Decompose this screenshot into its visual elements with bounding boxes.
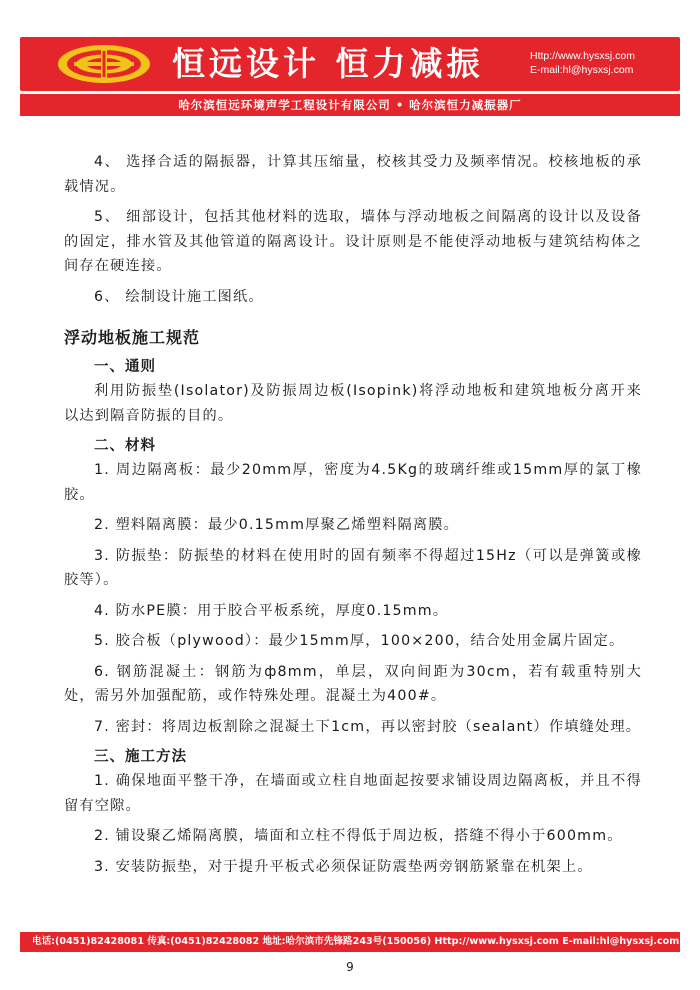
method-item-1: 1. 确保地面平整干净，在墙面或立柱自地面起按要求铺设周边隔离板，并且不得留有空隙。 — [64, 773, 642, 814]
general-title: 一、通则 — [94, 359, 156, 375]
method-item-3: 3. 安装防振垫，对于提升平板式必须保证防震垫两旁钢筋紧靠在机架上。 — [94, 858, 593, 875]
step-4: 4、 选择合适的隔振器，计算其压缩量，校核其受力及频率情况。校核地板的承载情况。 — [64, 154, 642, 195]
material-item-4: 4. 防水PE膜：用于胶合平板系统，厚度0.15mm。 — [94, 602, 449, 619]
brand-title: 恒远设计 恒力减振 — [172, 44, 484, 83]
materials-title: 二、材料 — [94, 438, 156, 454]
page-number: 9 — [346, 960, 354, 974]
method-item-2: 2. 铺设聚乙烯隔离膜，墙面和立柱不得低于周边板，搭缝不得小于600mm。 — [94, 828, 623, 844]
material-item-3: 3. 防振垫：防振垫的材料在使用时的固有频率不得超过15Hz（可以是弹簧或橡胶等）。 — [64, 547, 642, 588]
general-text: 利用防振垫(Isolator)及防振周边板(Isopink)将浮动地板和建筑地板分离开来以达到隔音防振的目的。 — [64, 383, 642, 424]
company-logo-icon — [54, 43, 154, 85]
header-website: Http://www.hysxsj.com — [530, 50, 636, 62]
material-item-1: 1. 周边隔离板：最少20mm厚，密度为4.5Kg的玻璃纤维或15mm厚的氯丁橡胶。 — [64, 462, 642, 503]
section-title: 浮动地板施工规范 — [64, 328, 201, 347]
page-header — [20, 37, 680, 91]
material-item-6: 6. 钢筋混凝土：钢筋为ф8mm，单层，双向间距为30cm，若有载重特别大处，需另外加强配筋，或作特殊处理。混凝土为400#。 — [64, 663, 642, 704]
step-6: 6、 绘制设计施工图纸。 — [94, 288, 264, 305]
methods-title: 三、施工方法 — [94, 749, 187, 765]
material-item-7: 7. 密封：将周边板割除之混凝土下1cm，再以密封胶（sealant）作填缝处理。 — [94, 718, 642, 735]
material-item-2: 2. 塑料隔离膜：最少0.15mm厚聚乙烯塑料隔离膜。 — [94, 517, 460, 533]
company-name-bar: 哈尔滨恒远环境声学工程设计有限公司 • 哈尔滨恒力减振器厂 — [20, 94, 680, 116]
header-email: E-mail:hl@hysxsj.com — [530, 64, 634, 76]
step-5: 5、 细部设计，包括其他材料的选取，墙体与浮动地板之间隔离的设计以及设备的固定，排水管及其他管道的隔离设计。设计原则是不能使浮动地板与建筑结构体之间存在硬连接。 — [64, 209, 642, 274]
material-item-5: 5. 胶合板（plywood）：最少15mm厚，100×200，结合处用金属片固定。 — [94, 633, 625, 649]
page-content — [64, 150, 642, 879]
page-footer: 电话:(0451)82428081 传真:(0451)82428082 地址:哈尔滨市先锋路243号(150056) Http://www.hysxsj.com E-mail:hl@hysxsj.com — [20, 932, 680, 952]
header-contact — [530, 49, 635, 77]
